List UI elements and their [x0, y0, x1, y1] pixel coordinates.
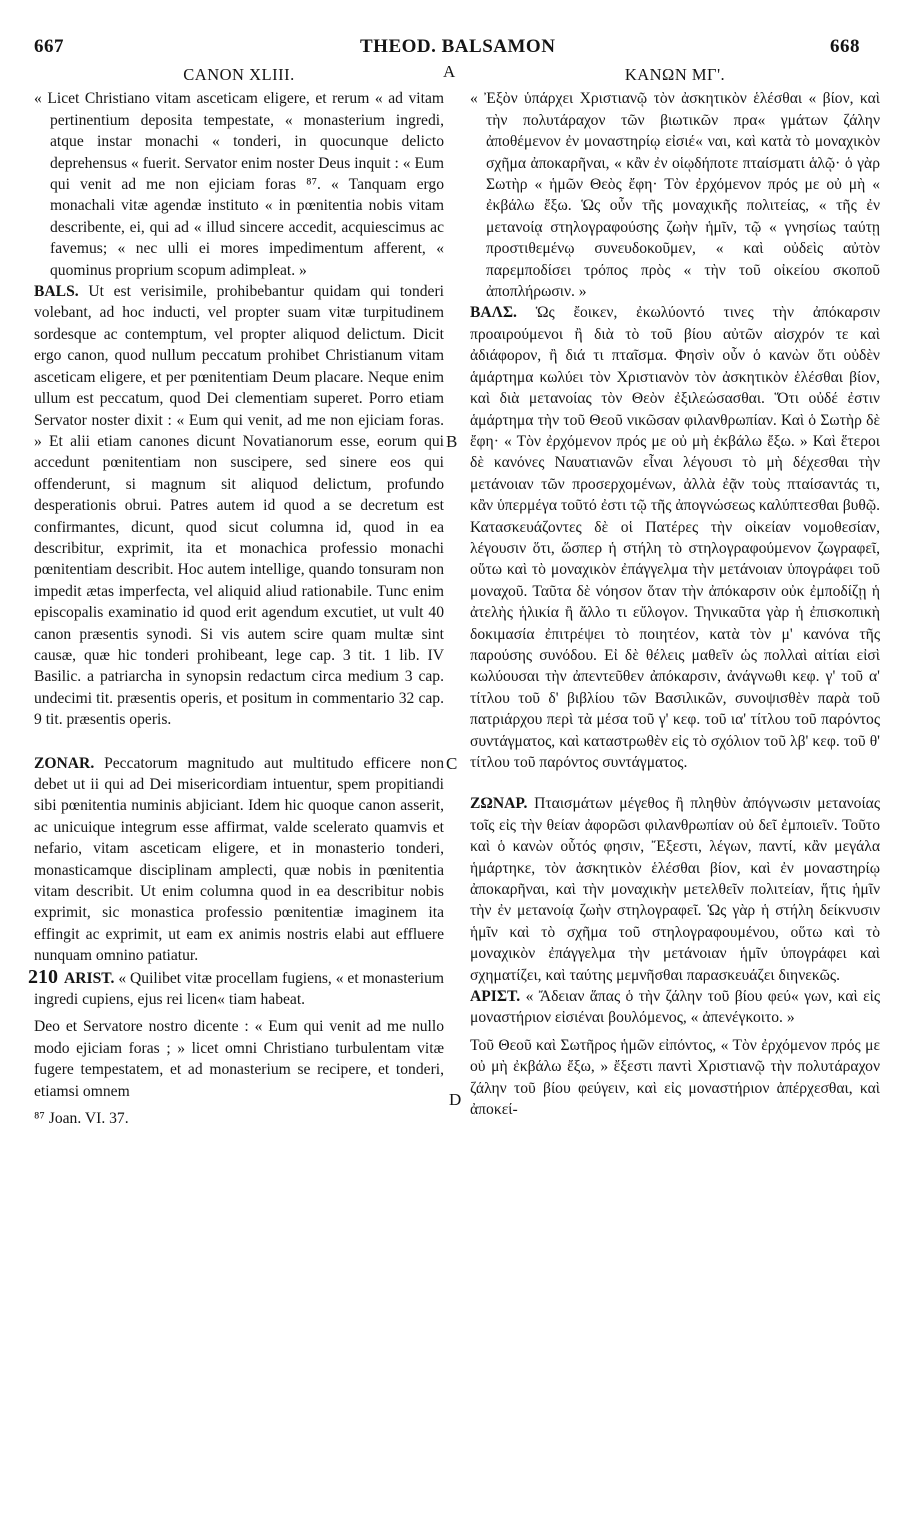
- arist-comment-greek: Τοῦ Θεοῦ καὶ Σωτῆρος ἡμῶν εἰπόντος, « Τὸν ἐρχόμενον πρός με οὐ μὴ ἐκβάλω ἔξω, » ἔξεστι παντὶ Χριστιανῷ τὴν πολυτάραχον ζάλην τοῦ βίου φεύγειν, καὶ εἰς μοναστήριον ἀπέρχεσθαι, καὶ ἀποκεί-: [470, 1036, 880, 1119]
- running-title: THEOD. BALSAMON: [360, 36, 556, 57]
- zonar-commentary-latin: [34, 753, 444, 967]
- greek-column: [470, 64, 880, 1121]
- footnote: ⁸⁷ Joan. VI. 37.: [34, 1110, 129, 1128]
- arist-text-greek: « Ἄδειαν ἅπας ὁ τὴν ζάλην τοῦ βίου φεύ« γων, καὶ εἰς μοναστήριον εἰσιέναι βουλόμενος, « ἀπενέγκοιτο. »: [470, 988, 881, 1027]
- canon-text-latin: « Licet Christiano vitam asceticam eligere, et rerum « ad vitam pertinentium deposita tempestate, « monasterium ingredi, atque instar monachi « tonderi, in quocunque delicto deprehensus « fuerit. Servator enim noster Deus inquit : « Eum qui venit ad me non ejiciam foras ⁸⁷. « Tanquam ergo monachali vitæ agendæ instituto « in pœnitentia nobis vitam describente, ei, qui ad « illud sincere accedit, acquiescimus ac favemus; « nec ulli ei mores impedimentum afferent, « quominus proprium scopum adimpleat. »: [34, 90, 444, 279]
- zonar-label-greek: ΖΩΝΑΡ.: [470, 795, 528, 813]
- margin-letter-a: A: [443, 62, 456, 81]
- margin-letter-b: B: [446, 432, 458, 451]
- latin-column: [28, 64, 445, 1130]
- margin-letter-d: D: [449, 1090, 462, 1109]
- bals-text-greek: Ὡς ἔοικεν, ἐκωλύοντό τινες τὴν ἀπόκαρσιν προαιρούμενοι ἢ διὰ τὸ τοῦ βίου αὐτῶν αἰσχρόν τε καὶ ἀδιάφορον, ἢ διά τι πταῖσμα. Φησὶν οὖν ὁ κανὼν ὅτι οὐδὲν ἁμάρτημα κωλύει τὸν Χριστιανὸν τὸν ἀσκητικὸν ἑλέσθαι βίον, καὶ διὰ μετανοίας τὸν Θεὸν ἐξιλεώσασθαι. Ὅτι οὐδέ ἐστιν ἁμάρτημα τὴν τοῦ Θεοῦ νικῶσαν φιλανθρωπίαν. Καὶ ὁ Σωτὴρ δὲ ἔφη· « Τὸν ἐρχόμενον πρός με οὐ μὴ ἐκβάλω ἔξω. » Καὶ ἕτεροι δὲ κανόνες Ναυατιανῶν εἶναι λέγουσι τὸ μὴ δέχεσθαι τὴν μετάνοιαν τῶν προσερχομένων, ἀλλὰ ἐᾷν τοὺς πταίσαντάς τι, κἂν ὑπερμέγα τοῦτό ἐστι τῷ τῆς ἀπογνώσεως καλύπτεσθαι βυθῷ. Κατασκευάζοντες δὲ οἱ Πατέρες τὴν οἰκείαν νομοθεσίαν, λέγουσιν ὅτι, ὥσπερ ἡ στήλη τὸ στηλογραφούμενον ζωγραφεῖ, οὕτω καὶ τὸ μοναχικὸν ἐπάγγελμα τὴν μετάνοιαν ὑπογράφει τοῦ μοναχοῦ. Ταῦτα δὲ νόησον ὅταν τὴν ἀπόκαρσιν οὐκ ἐμποδίζῃ ἡ ἀτελὴς ἡλικία ἢ ἄλλο τι εὔλογον. Τηνικαῦτα γὰρ ἡ ἐπισκοπικὴ δοκιμασία ἐπιτρέψει τὸ ποιητέον, κατὰ τὸν μ' κανόνα τῆς παρούσης συνόδου. Εἰ δὲ θέλεις μαθεῖν ὡς πολλαὶ αἰτίαι εἰσὶ κωλύουσαι τὴν ἀπεντεῦθεν ἀπόκαρσιν, ἀνάγνωθι κεφ. γ' τοῦ α' τίτλου τοῦ δ' βιβλίου τῶν Βασιλικῶν, συνοψισθὲν παρὰ τοῦ πατριάρχου περὶ τὰ μέσα τοῦ γ' κεφ. τοῦ ια' τίτλου τοῦ παρόντος συντάγματος, καὶ καταστρωθὲν εἰς τὸ σχόλιον τοῦ λβ' κεφ. τοῦ θ' τίτλου τοῦ παρόντος συντάγματος.: [470, 304, 880, 771]
- zonar-text-latin: Peccatorum magnitudo aut multitudo efficere non debet ut ii qui ad Dei misericordiam intuentur, spem propitiandi sibi pœnitentia numinis abjiciant. Idem hic quoque canon asserit, ac unicuique integrum esse affirmat, valde scelerato quamvis et nefario, vitam asceticam eligere, et in monasterio tonderi, monasticamque disciplinam amplecti, quæ nobis in pœnitentia vitam describit. Ut enim columna quod in ea describitur nobis exprimit, sic monastica professio pœnitentiæ imaginem ita effingit ac exprimit, ut eam ex animis nostris elabi aut effluere nunquam omnino patiatur.: [34, 754, 444, 965]
- bals-label-latin: BALS.: [34, 283, 79, 301]
- margin-letter-c: C: [446, 754, 458, 773]
- arist-commentary-greek: [470, 986, 880, 1029]
- page-number-left: 667: [34, 36, 64, 57]
- canon-title-greek: ΚΑΝΩΝ ΜΓ'.: [624, 65, 726, 84]
- zonar-label-latin: ZONAR.: [34, 754, 95, 772]
- zonar-commentary-greek: [470, 793, 880, 986]
- bals-text-latin: Ut est verisimile, prohibebantur quidam qui tonderi volebant, ad hoc inducti, vel propter suam vitæ turpitudinem sordesque ac contemptum, vel propter aliquod delictum. Dicit ergo canon, quod nullum peccatum prohibet Christianum vitam asceticam eligere, et per pœnitentiam Deum placare. Neque enim ullum est peccatum, quod Dei clementiam superet. Porro etiam Servator noster dixit : « Eum qui venit, ad me non ejiciam foras. » Et alii etiam canones dicunt Novatianorum esse, eorum qui accedunt pœnitentiam non suscipere, sed sinere eos qui offenderunt, si magnum sit aliquod delictum, profundo desperationis obrui. Patres autem id quod a se decretum est confirmantes, dicunt, quod sicut columna id, quod in ea describitur, exprimit, ita et monachica professio monachi pœnitentiam describit. Hoc autem intellige, quando tonsuram non impedit ætas imperfecta, vel aliquid aliud rationabile. Tunc enim episcopalis examinatio id quod erit agendum excutiet, ut vult 40 canon præsentis synodi. Si vis autem scire quam multæ sint causæ, quæ hic tonderi prohibeant, lege cap. 3 tit. 1 lib. IV Basilic. a patriarcha in synopsin redactum circa medium 3 cap. undecimi tit. præsentis operis, et positum in commentario 32 cap. 9 tit. præsentis operis.: [34, 283, 445, 729]
- marginal-number: 210: [28, 965, 58, 988]
- arist-label-greek: ΑΡΙΣΤ.: [470, 988, 521, 1006]
- bals-label-greek: ΒΑΛΣ.: [470, 304, 517, 322]
- canon-text-greek: « Ἐξὸν ὑπάρχει Χριστιανῷ τὸν ἀσκητικὸν ἑλέσθαι « βίον, καὶ τὴν πολυτάραχον τῶν βιωτικῶν πρα« γμάτων ζάλην ἀποθέμενον ἐν μοναστηρίῳ εἰσιέ« ναι, καὶ κατὰ τὸ μοναχικὸν σχῆμα ἀποκαρῆναι, « κἂν ἐν οἱῳδήποτε πταίσματι ἁλῷ· ὁ γὰρ Σωτὴρ « ἡμῶν Θεὸς ἔφη· Τὸν ἐρχόμενον πρός με οὐ μὴ « ἐκβάλω ἔξω. Ὡς οὖν τῆς μοναχικῆς πολιτείας, « τῆς ἐν μετανοίᾳ στηλογραφούσης ζωὴν ἡμῖν, τῷ « γνησίως ταύτῃ προστιθεμένῳ συνευδοκοῦμεν, « καὶ οὐδεὶς αὐτὸν παρεμποδίσει τρόπος πρὸς « τὴν τοῦ οἰκείου σκοποῦ ἀποπλήρωσιν. »: [470, 90, 880, 301]
- bals-commentary-latin: [34, 281, 444, 731]
- bals-commentary-greek: [470, 302, 880, 773]
- zonar-text-greek: Πταισμάτων μέγεθος ἢ πληθὺν ἀπόγνωσιν μετανοίας τοῖς εἰς τὴν θείαν ἀφορῶσι φιλανθρωπίαν οὐ δεῖ ἐμποιεῖν. Τοῦτο καὶ ὁ κανὼν οὗτός φησιν, Ἔξεστι, λέγων, παντί, κἂν μεγάλα ἡμάρτηκε, τὸν ἀσκητικὸν ἑλέσθαι βίον, καὶ ἐν μοναστηρίῳ ἀποκαρῆναι, καὶ τὴν μοναχικὴν μετελθεῖν πολιτείαν, ἥτις ἡμῖν τὴν ἐν μετανοίᾳ ζωὴν στηλογραφεῖ. Ὡς γὰρ ἡ στήλη δείκνυσιν ἡμῖν καὶ τὸ σχῆμα τοῦ στηλογραφουμένου, οὕτω καὶ τὸ μοναχικὸν ἐπάγγελμα τὴν μετάνοιαν ἡμῖν ὑπογράφει καὶ σχηματίζει, καὶ ταύτης μεμνῆσθαι παρασκευάζει διηνεκῶς.: [470, 795, 880, 984]
- canon-title-latin: CANON XLIII.: [183, 65, 295, 84]
- arist-comment-latin: Deo et Servatore nostro dicente : « Eum qui venit ad me nullo modo ejiciam foras ; » licet omni Christiano turbulentam vitæ fugere tempestatem, et ad monasterium se recipere, et tonderi, etiamsi omnem: [34, 1018, 444, 1100]
- arist-label-latin: ARIST.: [64, 969, 115, 987]
- arist-text-latin: « Quilibet vitæ procellam fugiens, « et monasterium ingredi cupiens, ejus rei licen« tiam habeat.: [34, 969, 444, 1009]
- page-number-right: 668: [830, 36, 860, 57]
- arist-commentary-latin: [28, 965, 444, 1011]
